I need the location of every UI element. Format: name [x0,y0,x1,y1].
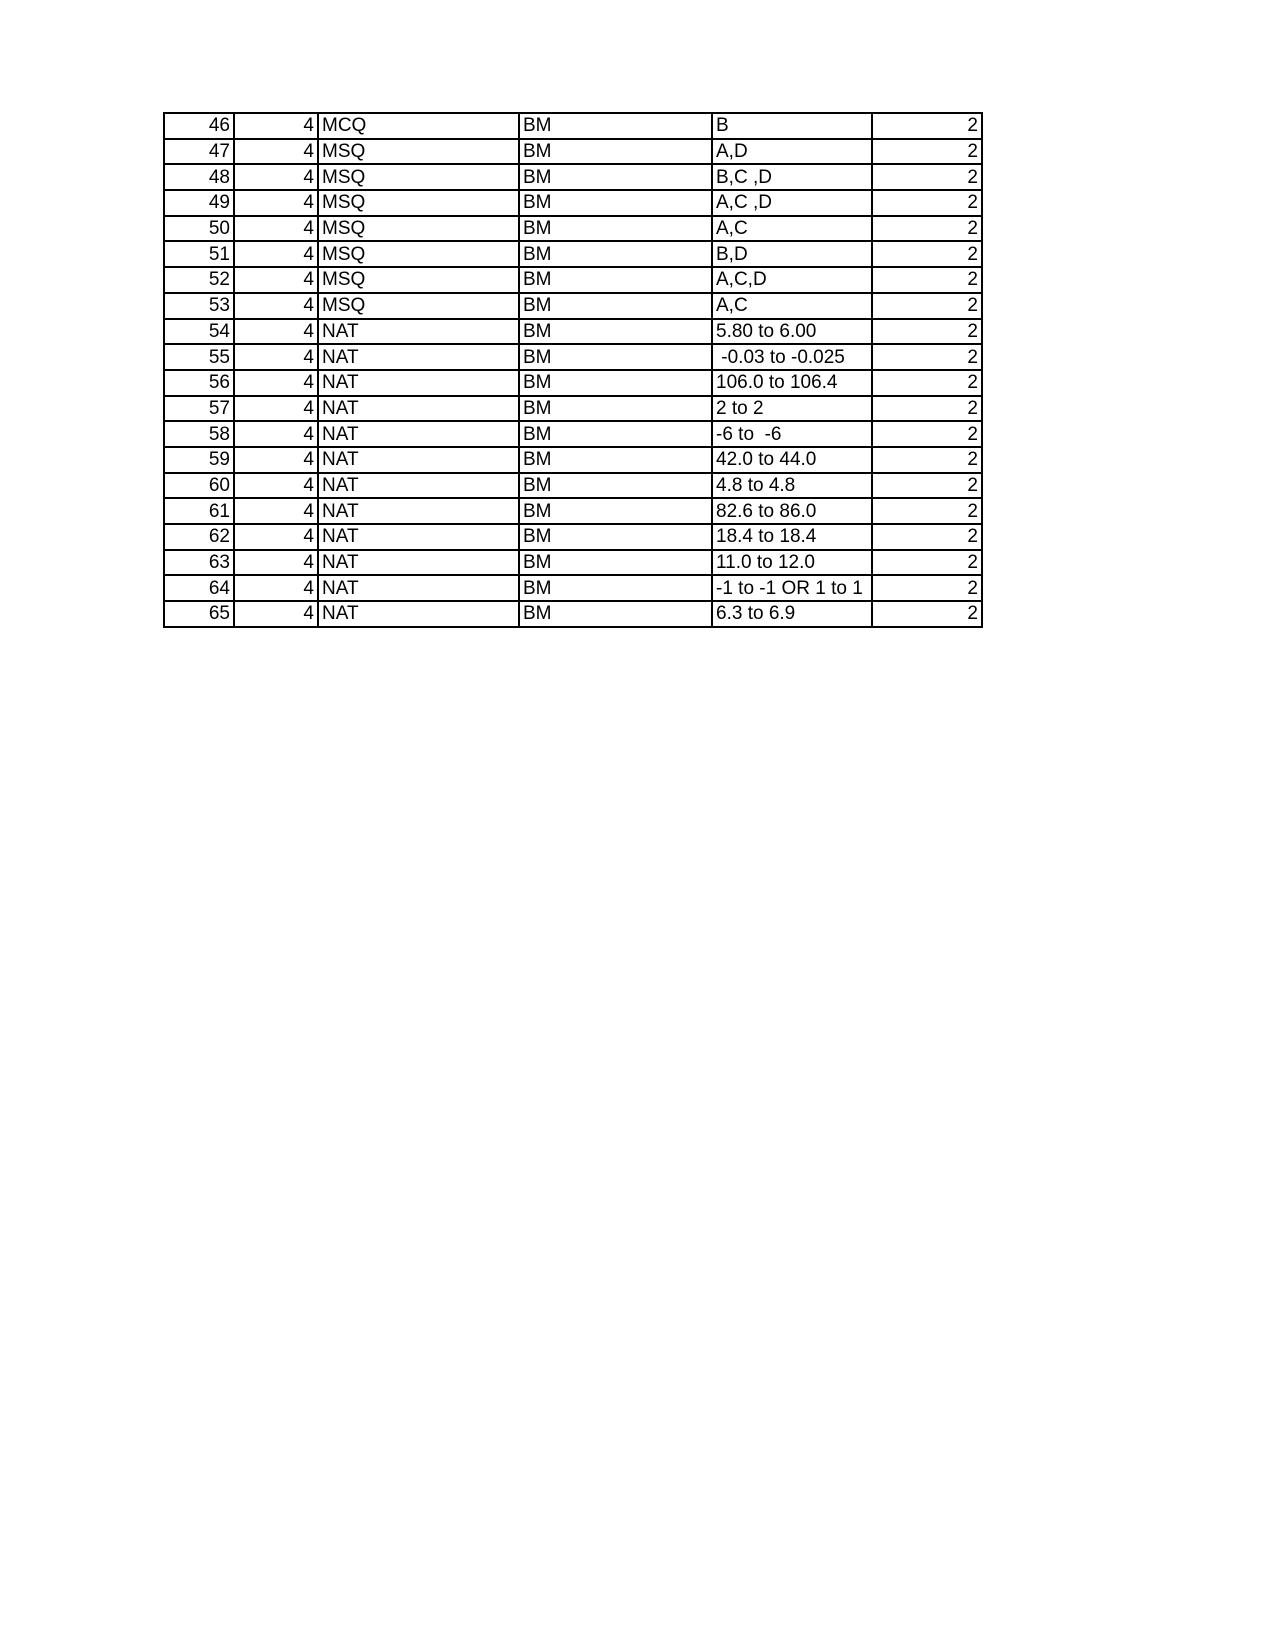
section-cell: BM [519,601,712,627]
table-row [164,344,982,370]
section-cell: BM [519,370,712,396]
table-row [164,241,982,267]
question-type-cell: NAT [318,575,519,601]
answer-key-table [163,112,983,628]
table-row [164,396,982,422]
marks-cell: 2 [872,447,982,473]
session-cell: 4 [234,293,318,319]
session-cell: 4 [234,550,318,576]
question-number-cell: 46 [164,113,234,139]
answer-key-cell: 42.0 to 44.0 [712,447,872,473]
answer-key-cell: B [712,113,872,139]
question-number-cell: 52 [164,267,234,293]
table-row [164,421,982,447]
session-cell: 4 [234,498,318,524]
marks-cell: 2 [872,370,982,396]
session-cell: 4 [234,241,318,267]
table-row [164,447,982,473]
section-cell: BM [519,421,712,447]
marks-cell: 2 [872,216,982,242]
marks-cell: 2 [872,575,982,601]
session-cell: 4 [234,421,318,447]
answer-key-cell: B,D [712,241,872,267]
marks-cell: 2 [872,396,982,422]
section-cell: BM [519,293,712,319]
table-row [164,267,982,293]
section-cell: BM [519,190,712,216]
section-cell: BM [519,113,712,139]
session-cell: 4 [234,447,318,473]
section-cell: BM [519,396,712,422]
question-type-cell: NAT [318,421,519,447]
session-cell: 4 [234,319,318,345]
table-row [164,550,982,576]
answer-key-cell: A,D [712,139,872,165]
answer-key-cell: 5.80 to 6.00 [712,319,872,345]
section-cell: BM [519,241,712,267]
question-number-cell: 51 [164,241,234,267]
question-number-cell: 47 [164,139,234,165]
question-type-cell: NAT [318,524,519,550]
question-number-cell: 48 [164,164,234,190]
session-cell: 4 [234,396,318,422]
section-cell: BM [519,164,712,190]
question-type-cell: NAT [318,473,519,499]
marks-cell: 2 [872,421,982,447]
answer-key-cell: 18.4 to 18.4 [712,524,872,550]
table-row [164,190,982,216]
question-type-cell: NAT [318,498,519,524]
section-cell: BM [519,524,712,550]
section-cell: BM [519,550,712,576]
section-cell: BM [519,139,712,165]
session-cell: 4 [234,139,318,165]
question-type-cell: MCQ [318,113,519,139]
table-row [164,575,982,601]
question-type-cell: NAT [318,447,519,473]
table-row [164,319,982,345]
marks-cell: 2 [872,498,982,524]
session-cell: 4 [234,344,318,370]
marks-cell: 2 [872,139,982,165]
marks-cell: 2 [872,319,982,345]
session-cell: 4 [234,267,318,293]
marks-cell: 2 [872,524,982,550]
table-row [164,113,982,139]
answer-key-cell: -6 to -6 [712,421,872,447]
section-cell: BM [519,575,712,601]
answer-key-cell: A,C [712,216,872,242]
table-row [164,164,982,190]
section-cell: BM [519,267,712,293]
question-type-cell: MSQ [318,139,519,165]
section-cell: BM [519,319,712,345]
question-type-cell: NAT [318,370,519,396]
question-number-cell: 61 [164,498,234,524]
marks-cell: 2 [872,164,982,190]
marks-cell: 2 [872,344,982,370]
table-row [164,524,982,550]
table-row [164,601,982,627]
question-type-cell: NAT [318,601,519,627]
table-row [164,293,982,319]
session-cell: 4 [234,370,318,396]
marks-cell: 2 [872,113,982,139]
question-number-cell: 55 [164,344,234,370]
table-row [164,473,982,499]
section-cell: BM [519,447,712,473]
answer-key-cell: 4.8 to 4.8 [712,473,872,499]
question-number-cell: 58 [164,421,234,447]
question-type-cell: MSQ [318,164,519,190]
question-type-cell: NAT [318,319,519,345]
answer-key-cell: A,C [712,293,872,319]
section-cell: BM [519,498,712,524]
session-cell: 4 [234,601,318,627]
session-cell: 4 [234,473,318,499]
question-type-cell: MSQ [318,216,519,242]
table-row [164,216,982,242]
question-number-cell: 62 [164,524,234,550]
question-number-cell: 53 [164,293,234,319]
answer-key-cell: B,C ,D [712,164,872,190]
marks-cell: 2 [872,267,982,293]
answer-key-body [164,113,982,627]
answer-key-cell: -0.03 to -0.025 [712,344,872,370]
question-type-cell: NAT [318,550,519,576]
question-number-cell: 64 [164,575,234,601]
answer-key-cell: 2 to 2 [712,396,872,422]
session-cell: 4 [234,113,318,139]
answer-key-cell: A,C ,D [712,190,872,216]
question-number-cell: 63 [164,550,234,576]
marks-cell: 2 [872,190,982,216]
question-number-cell: 60 [164,473,234,499]
section-cell: BM [519,216,712,242]
answer-key-cell: 6.3 to 6.9 [712,601,872,627]
session-cell: 4 [234,575,318,601]
question-type-cell: NAT [318,344,519,370]
answer-key-cell: 82.6 to 86.0 [712,498,872,524]
answer-key-cell: -1 to -1 OR 1 to 1 [712,575,872,601]
marks-cell: 2 [872,601,982,627]
question-number-cell: 65 [164,601,234,627]
marks-cell: 2 [872,550,982,576]
section-cell: BM [519,473,712,499]
question-number-cell: 57 [164,396,234,422]
section-cell: BM [519,344,712,370]
session-cell: 4 [234,190,318,216]
question-number-cell: 56 [164,370,234,396]
question-number-cell: 54 [164,319,234,345]
question-type-cell: MSQ [318,267,519,293]
marks-cell: 2 [872,241,982,267]
table-row [164,139,982,165]
question-number-cell: 49 [164,190,234,216]
question-type-cell: NAT [318,396,519,422]
table-row [164,370,982,396]
answer-key-cell: A,C,D [712,267,872,293]
answer-key-cell: 106.0 to 106.4 [712,370,872,396]
answer-key-cell: 11.0 to 12.0 [712,550,872,576]
question-type-cell: MSQ [318,241,519,267]
table-row [164,498,982,524]
marks-cell: 2 [872,293,982,319]
session-cell: 4 [234,524,318,550]
question-number-cell: 50 [164,216,234,242]
question-number-cell: 59 [164,447,234,473]
question-type-cell: MSQ [318,190,519,216]
session-cell: 4 [234,216,318,242]
question-type-cell: MSQ [318,293,519,319]
marks-cell: 2 [872,473,982,499]
session-cell: 4 [234,164,318,190]
